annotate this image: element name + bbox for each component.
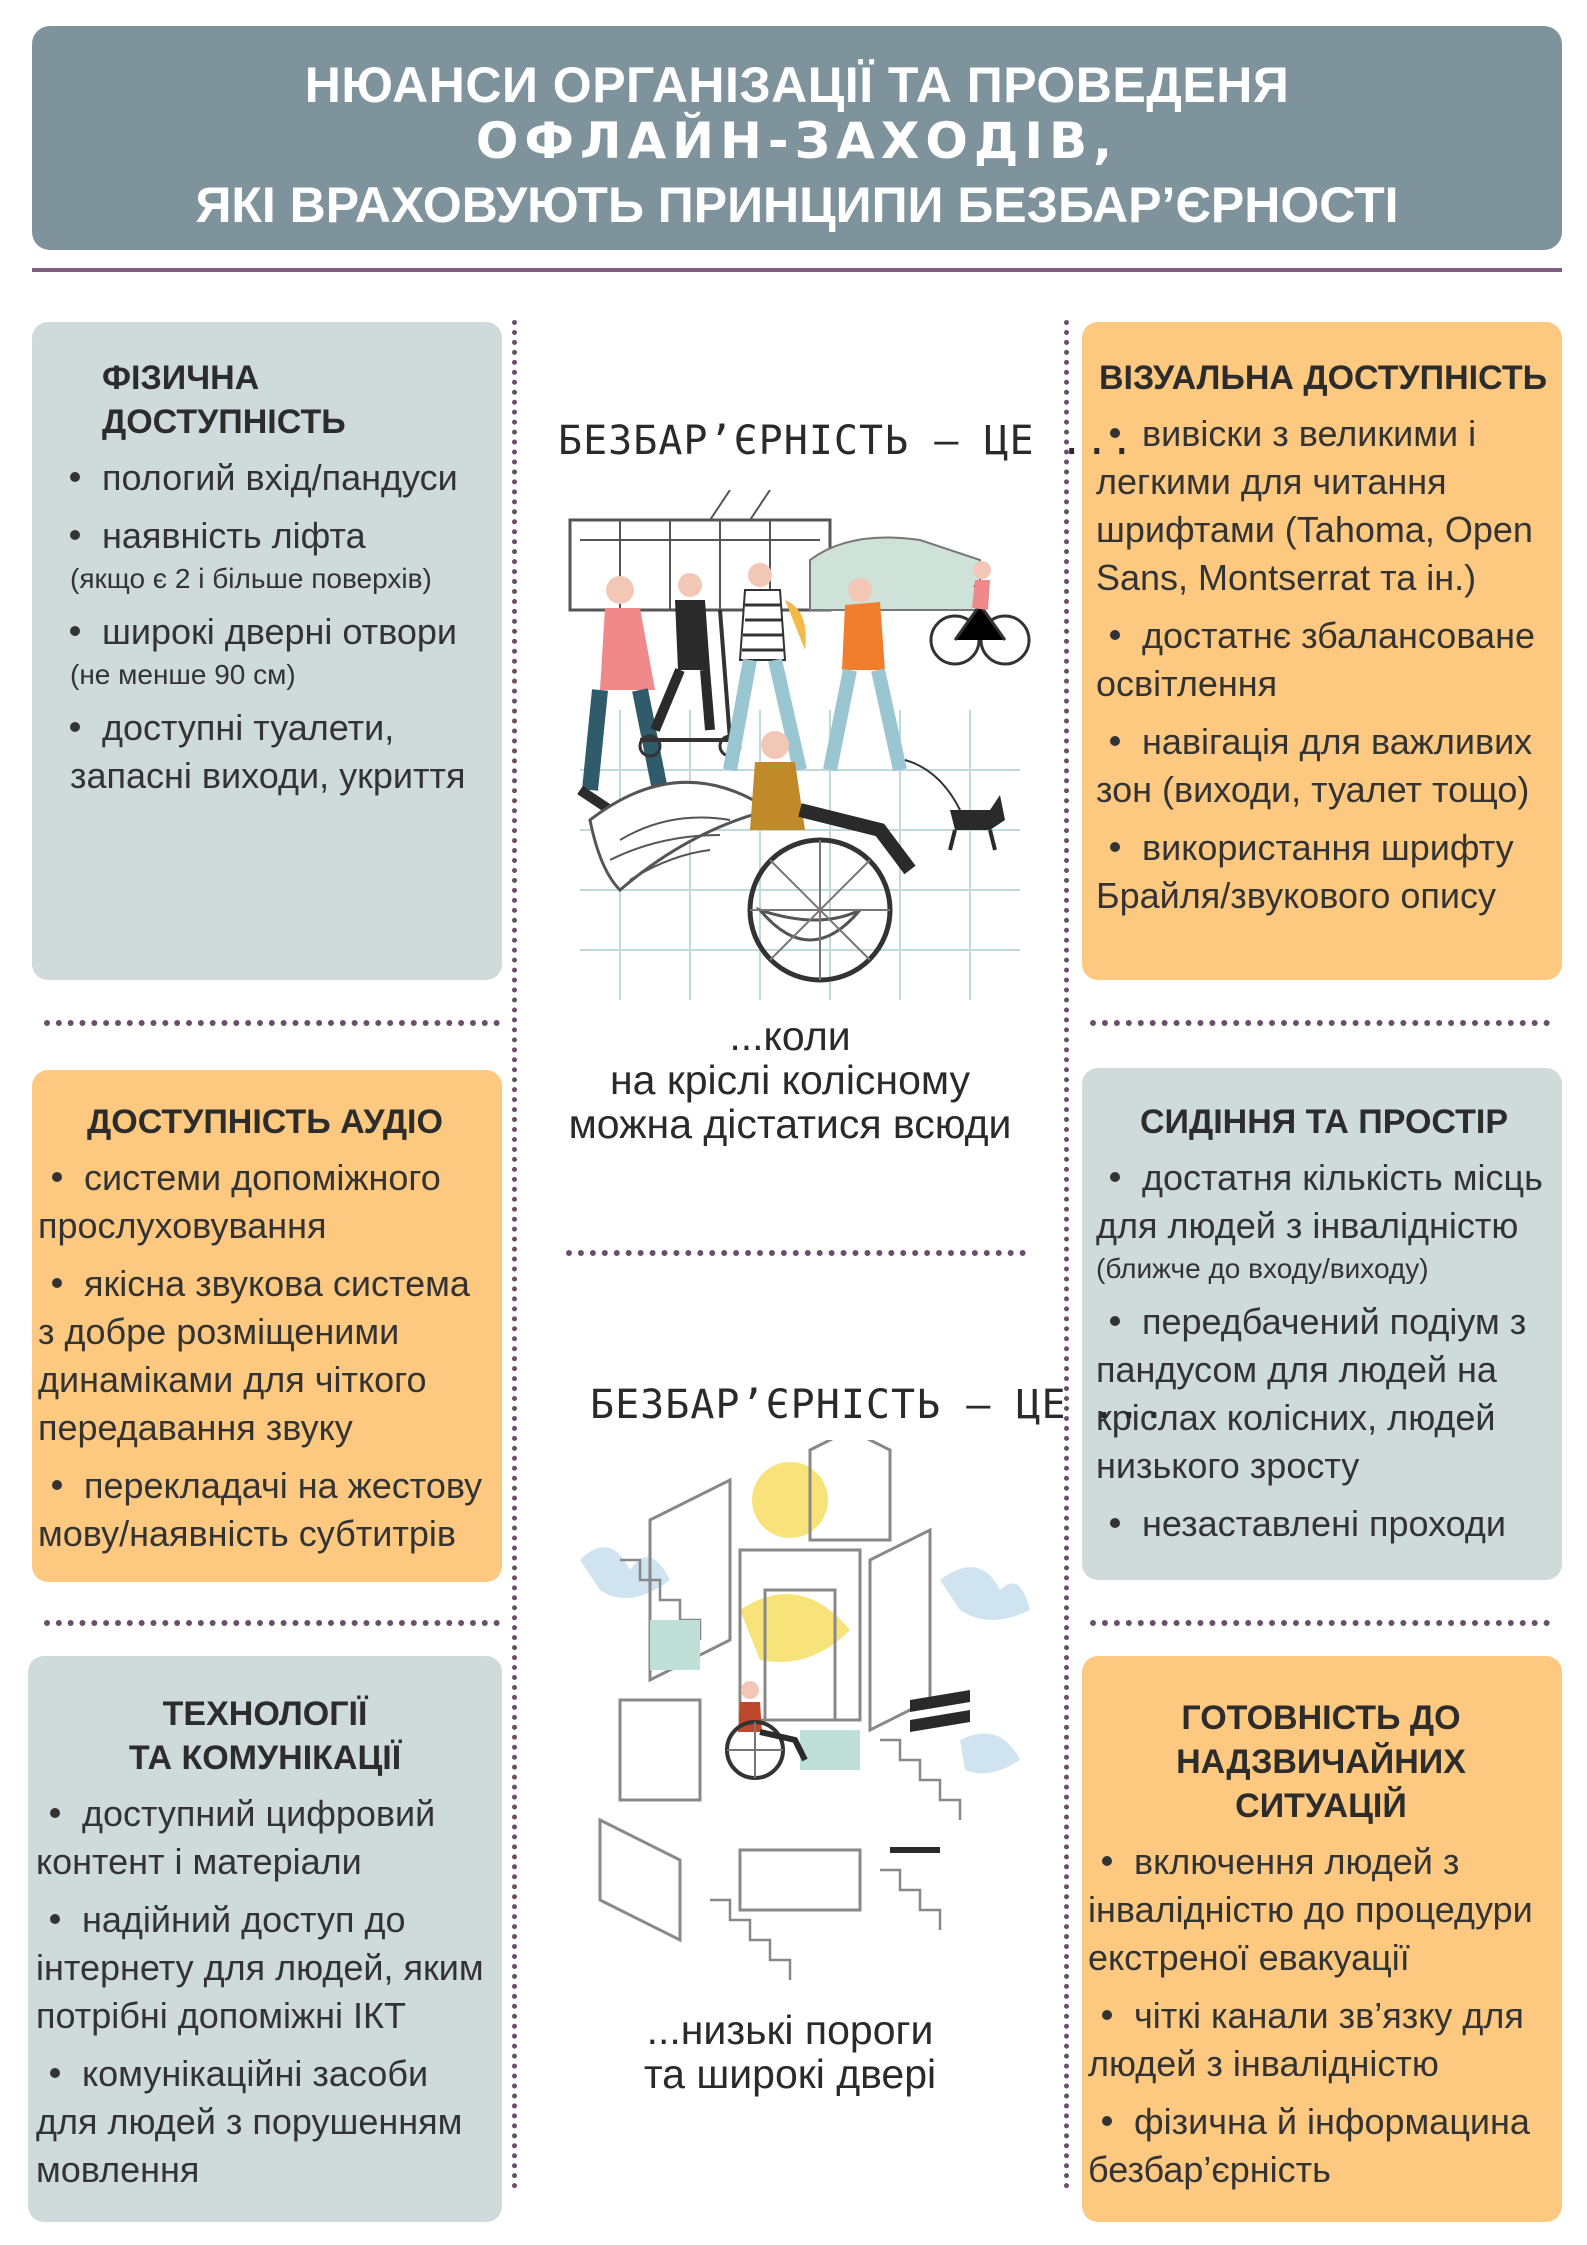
list-item: комунікаційні засоби для людей з порушенням мовлення xyxy=(36,2053,463,2190)
caption-2-line-1: ...низькі пороги xyxy=(646,2007,934,2053)
left-divider-1 xyxy=(44,1020,500,1026)
list-item: достатня кількість місць для людей з інвалідністю (ближче до входу/виходу) xyxy=(1096,1157,1543,1284)
stairs-doors-wheelchair-illustration xyxy=(560,1440,1040,2000)
left-vertical-divider xyxy=(512,320,517,2190)
list-item: включення людей з інвалідністю до процедури екстреної евакуації xyxy=(1088,1841,1533,1978)
list-item: фізична й інформацина безбар’єрність xyxy=(1088,2101,1530,2190)
header-line-1: НЮАНСИ ОРГАНІЗАЦІЇ ТА ПРОВЕДЕНЯ xyxy=(304,57,1290,113)
right-divider-1 xyxy=(1090,1020,1550,1026)
audio-accessibility-card xyxy=(32,1070,502,1582)
audio-list xyxy=(38,1154,492,1558)
visual-accessibility-title: ВІЗУАЛЬНА ДОСТУПНІСТЬ xyxy=(1098,359,1548,397)
list-item: навігація для важливих зон (виходи, туалет тощо) xyxy=(1096,721,1533,810)
list-item: достатнє збалансоване освітлення xyxy=(1096,615,1535,704)
audio-accessibility-title: ДОСТУПНІСТЬ АУДІО xyxy=(87,1103,443,1141)
emergency-title-line-2: НАДЗВИЧАЙНИХ СИТУАЦІЙ xyxy=(1176,1743,1466,1825)
seating-list xyxy=(1096,1154,1552,1548)
illustration-2-title: БЕЗБАР’ЄРНІСТЬ — ЦЕ ... xyxy=(590,1382,1167,1428)
physical-list xyxy=(56,454,488,800)
tech-title-line-1: ТЕХНОЛОГІЇ xyxy=(162,1695,368,1733)
list-item: передбачений подіум з пандусом для людей на кріслах колісних, людей низького зросту xyxy=(1096,1301,1527,1486)
list-item: перекладачі на жестову мову/наявність субтитрів xyxy=(38,1465,483,1554)
emergency-list xyxy=(1088,1838,1554,2194)
illustration-2-caption xyxy=(560,2008,1020,2096)
list-item: надійний доступ до інтернету для людей, яким потрібні допоміжні ІКТ xyxy=(36,1899,484,2036)
header-banner xyxy=(32,26,1562,250)
illustration-1-caption xyxy=(540,1014,1040,1146)
tech-card xyxy=(28,1656,502,2222)
seating-card xyxy=(1082,1068,1562,1580)
tech-title-line-2: ТА КОМУНІКАЦІЇ xyxy=(128,1739,402,1777)
header-line-2: ОФЛАЙН-ЗАХОДІВ, xyxy=(475,112,1119,170)
emergency-card xyxy=(1082,1656,1562,2222)
visual-accessibility-card xyxy=(1082,322,1562,980)
header-line-3: ЯКІ ВРАХОВУЮТЬ ПРИНЦИПИ БЕЗБАР’ЄРНОСТІ xyxy=(195,177,1399,233)
seating-title: СИДІННЯ ТА ПРОСТІР xyxy=(1140,1103,1508,1141)
visual-list xyxy=(1096,410,1550,920)
list-item: чіткі канали зв’язку для людей з інвалідністю xyxy=(1088,1995,1524,2084)
header-underline xyxy=(32,268,1562,272)
right-divider-2 xyxy=(1090,1620,1550,1626)
physical-accessibility-card xyxy=(32,322,502,980)
list-item: системи допоміжного прослуховування xyxy=(38,1157,441,1246)
tech-list xyxy=(36,1790,494,2194)
caption-1-line-3: можна дістатися всюди xyxy=(568,1101,1012,1147)
center-divider xyxy=(566,1250,1026,1256)
left-divider-2 xyxy=(44,1620,500,1626)
list-item: незаставлені проходи xyxy=(1096,1500,1552,1548)
city-people-wheelchair-illustration xyxy=(560,490,1040,1010)
list-item: доступний цифровий контент і матеріали xyxy=(36,1793,436,1882)
illustration-1-title: БЕЗБАР’ЄРНІСТЬ — ЦЕ ... xyxy=(558,418,1135,464)
list-item: пологий вхід/пандуси xyxy=(56,454,488,502)
list-item: наявність ліфта (якщо є 2 і більше поверхів) xyxy=(70,515,432,594)
caption-1-line-2: на кріслі колісному xyxy=(609,1057,971,1103)
list-item: використання шрифту Брайля/звукового опису xyxy=(1096,827,1514,916)
right-vertical-divider xyxy=(1064,320,1069,2190)
list-item: вивіски з великими і легкими для читання шрифтами (Tahoma, Open Sans, Montserrat та ін.) xyxy=(1096,413,1533,598)
emergency-title-line-1: ГОТОВНІСТЬ ДО xyxy=(1181,1699,1461,1737)
list-item: якісна звукова система з добре розміщеними динаміками для чіткого передавання звуку xyxy=(38,1263,470,1448)
caption-2-line-2: та широкі двері xyxy=(643,2051,937,2097)
caption-1-line-1: ...коли xyxy=(729,1013,851,1059)
list-item: доступні туалети, запасні виходи, укриття xyxy=(70,707,466,796)
physical-accessibility-title: ФІЗИЧНА ДОСТУПНІСТЬ xyxy=(102,359,346,441)
list-item: широкі дверні отвори (не менше 90 см) xyxy=(70,611,458,690)
